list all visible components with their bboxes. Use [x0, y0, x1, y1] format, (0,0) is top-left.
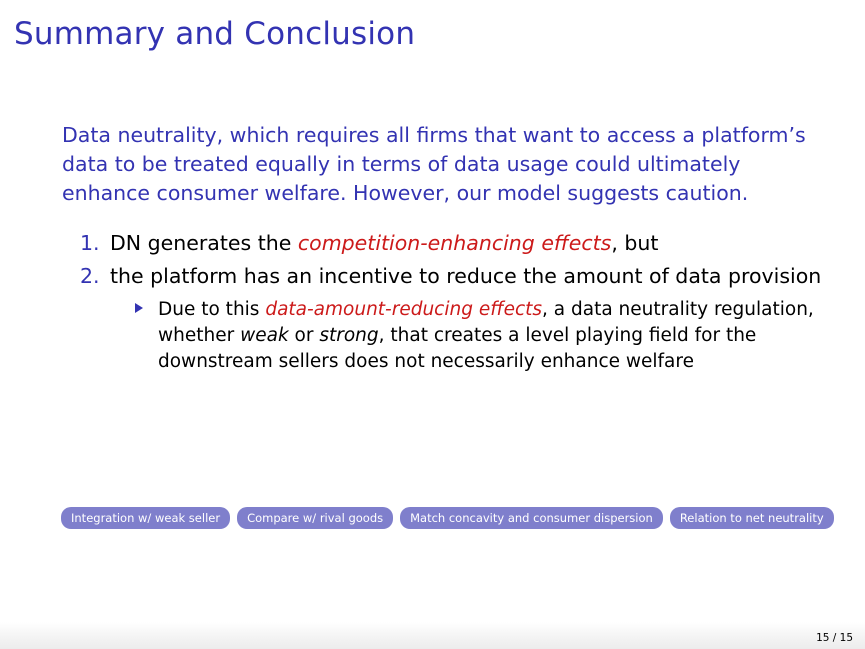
- sub-item-text: , that creates a level playing field for the downstream sellers does not necessarily enhance welfare: [158, 325, 757, 372]
- italic-emphasis: weak: [240, 325, 289, 346]
- intro-paragraph: Data neutrality, which requires all firms that want to access a platform’s data to be treated equally in terms of data usage could ultimately enhance consumer welfare. However, our model suggests caution.: [62, 123, 806, 205]
- sub-bullet-item: [135, 297, 838, 375]
- page-number: 15 / 15: [816, 632, 853, 644]
- sub-item-text: Due to this: [158, 299, 266, 320]
- match-concavity-button[interactable]: Match concavity and consumer dispersion: [400, 507, 663, 529]
- compare-rival-goods-button[interactable]: Compare w/ rival goods: [237, 507, 393, 529]
- appendix-nav-buttons: [61, 507, 834, 529]
- list-item-text: the platform has an incentive to reduce the amount of data provision: [110, 264, 822, 288]
- numbered-list: [80, 229, 840, 295]
- list-item-text: , but: [611, 231, 659, 255]
- list-item: [80, 262, 840, 291]
- slide-title: Summary and Conclusion: [14, 16, 416, 52]
- footer-bar: [0, 622, 865, 649]
- italic-emphasis: strong: [319, 325, 379, 346]
- net-neutrality-button[interactable]: Relation to net neutrality: [670, 507, 834, 529]
- sub-item-text: or: [288, 325, 320, 346]
- list-item-text: DN generates the: [110, 231, 298, 255]
- list-item-number: 2.: [80, 264, 100, 288]
- alert-emphasis: data-amount-reducing effects: [265, 299, 543, 320]
- sub-item-text: , a data neutrality regulation, whether: [158, 299, 814, 346]
- triangle-bullet-icon: [135, 303, 143, 313]
- integration-weak-seller-button[interactable]: Integration w/ weak seller: [61, 507, 230, 529]
- list-item-number: 1.: [80, 231, 100, 255]
- alert-emphasis: competition-enhancing effects: [297, 231, 612, 255]
- list-item: [80, 229, 840, 258]
